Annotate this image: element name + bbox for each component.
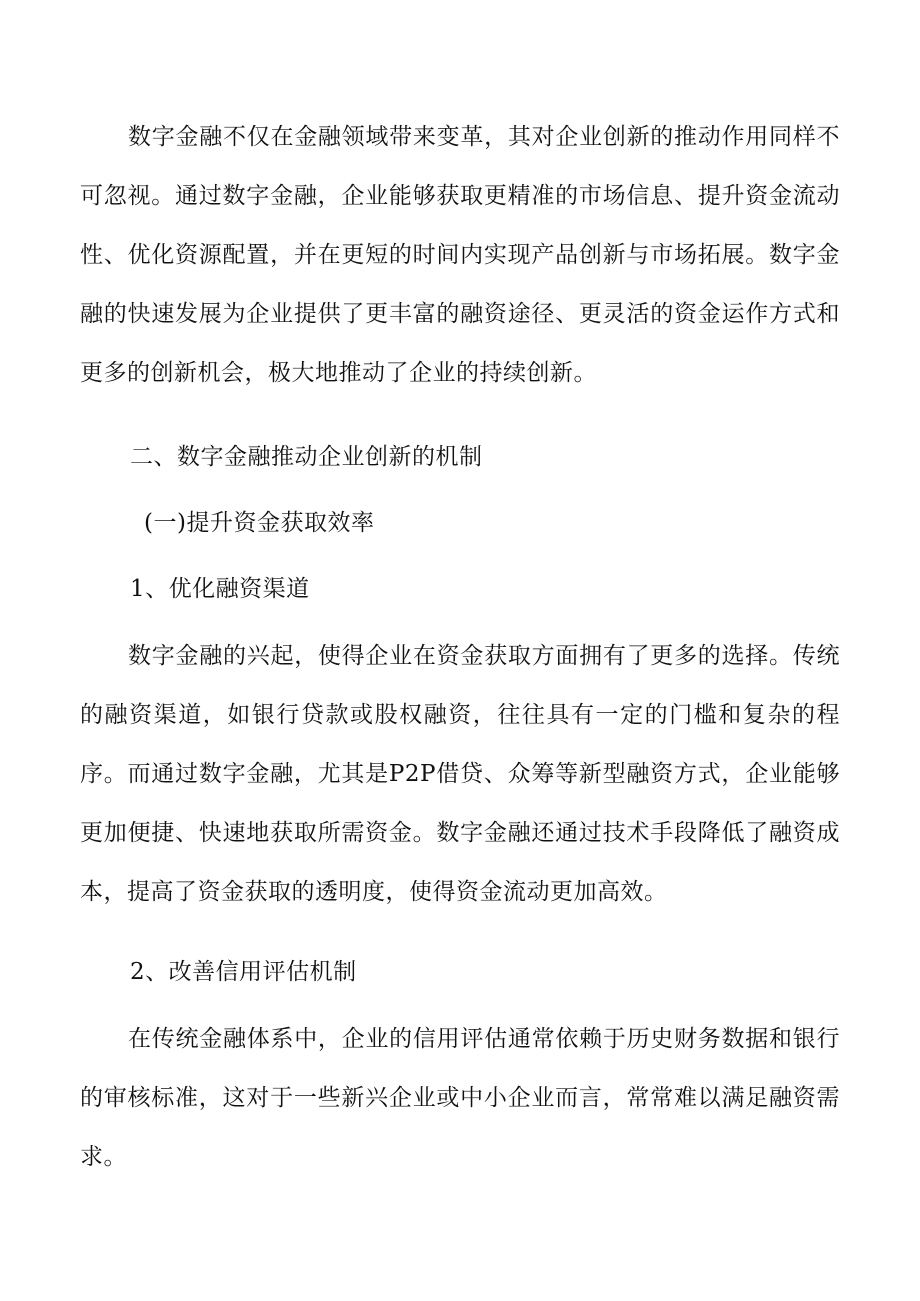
item-heading-credit-evaluation: 2、改善信用评估机制 — [130, 959, 357, 985]
financing-channels-paragraph: 数字金融的兴起，使得企业在资金获取方面拥有了更多的选择。传统的融资渠道，如银行贷款或股权融资，往往具有一定的门槛和复杂的程序。而通过数字金融，尤其是P2P借贷、众筹等新型融资方式，企业能够更加便捷、快速地获取所需资金。数字金融还通过技术手段降低了融资成本，提高了资金获取的透明度，使得资金流动更加高效。 — [80, 643, 840, 905]
item-heading-financing-channels: 1、优化融资渠道 — [130, 576, 310, 602]
credit-evaluation-paragraph: 在传统金融体系中，企业的信用评估通常依赖于历史财务数据和银行的审核标准，这对于一些新兴企业或中小企业而言，常常难以满足融资需求。 — [80, 1026, 840, 1170]
subsection-heading: (一)提升资金获取效率 — [144, 510, 375, 536]
document-page — [80, 108, 840, 1187]
intro-paragraph: 数字金融不仅在金融领域带来变革，其对企业创新的推动作用同样不可忽视。通过数字金融，企业能够获取更精准的市场信息、提升资金流动性、优化资源配置，并在更短的时间内实现产品创新与市场拓展。数字金融的快速发展为企业提供了更丰富的融资途径、更灵活的资金运作方式和更多的创新机会，极大地推动了企业的持续创新。 — [80, 124, 840, 386]
section-heading: 二、数字金融推动企业创新的机制 — [130, 444, 483, 470]
